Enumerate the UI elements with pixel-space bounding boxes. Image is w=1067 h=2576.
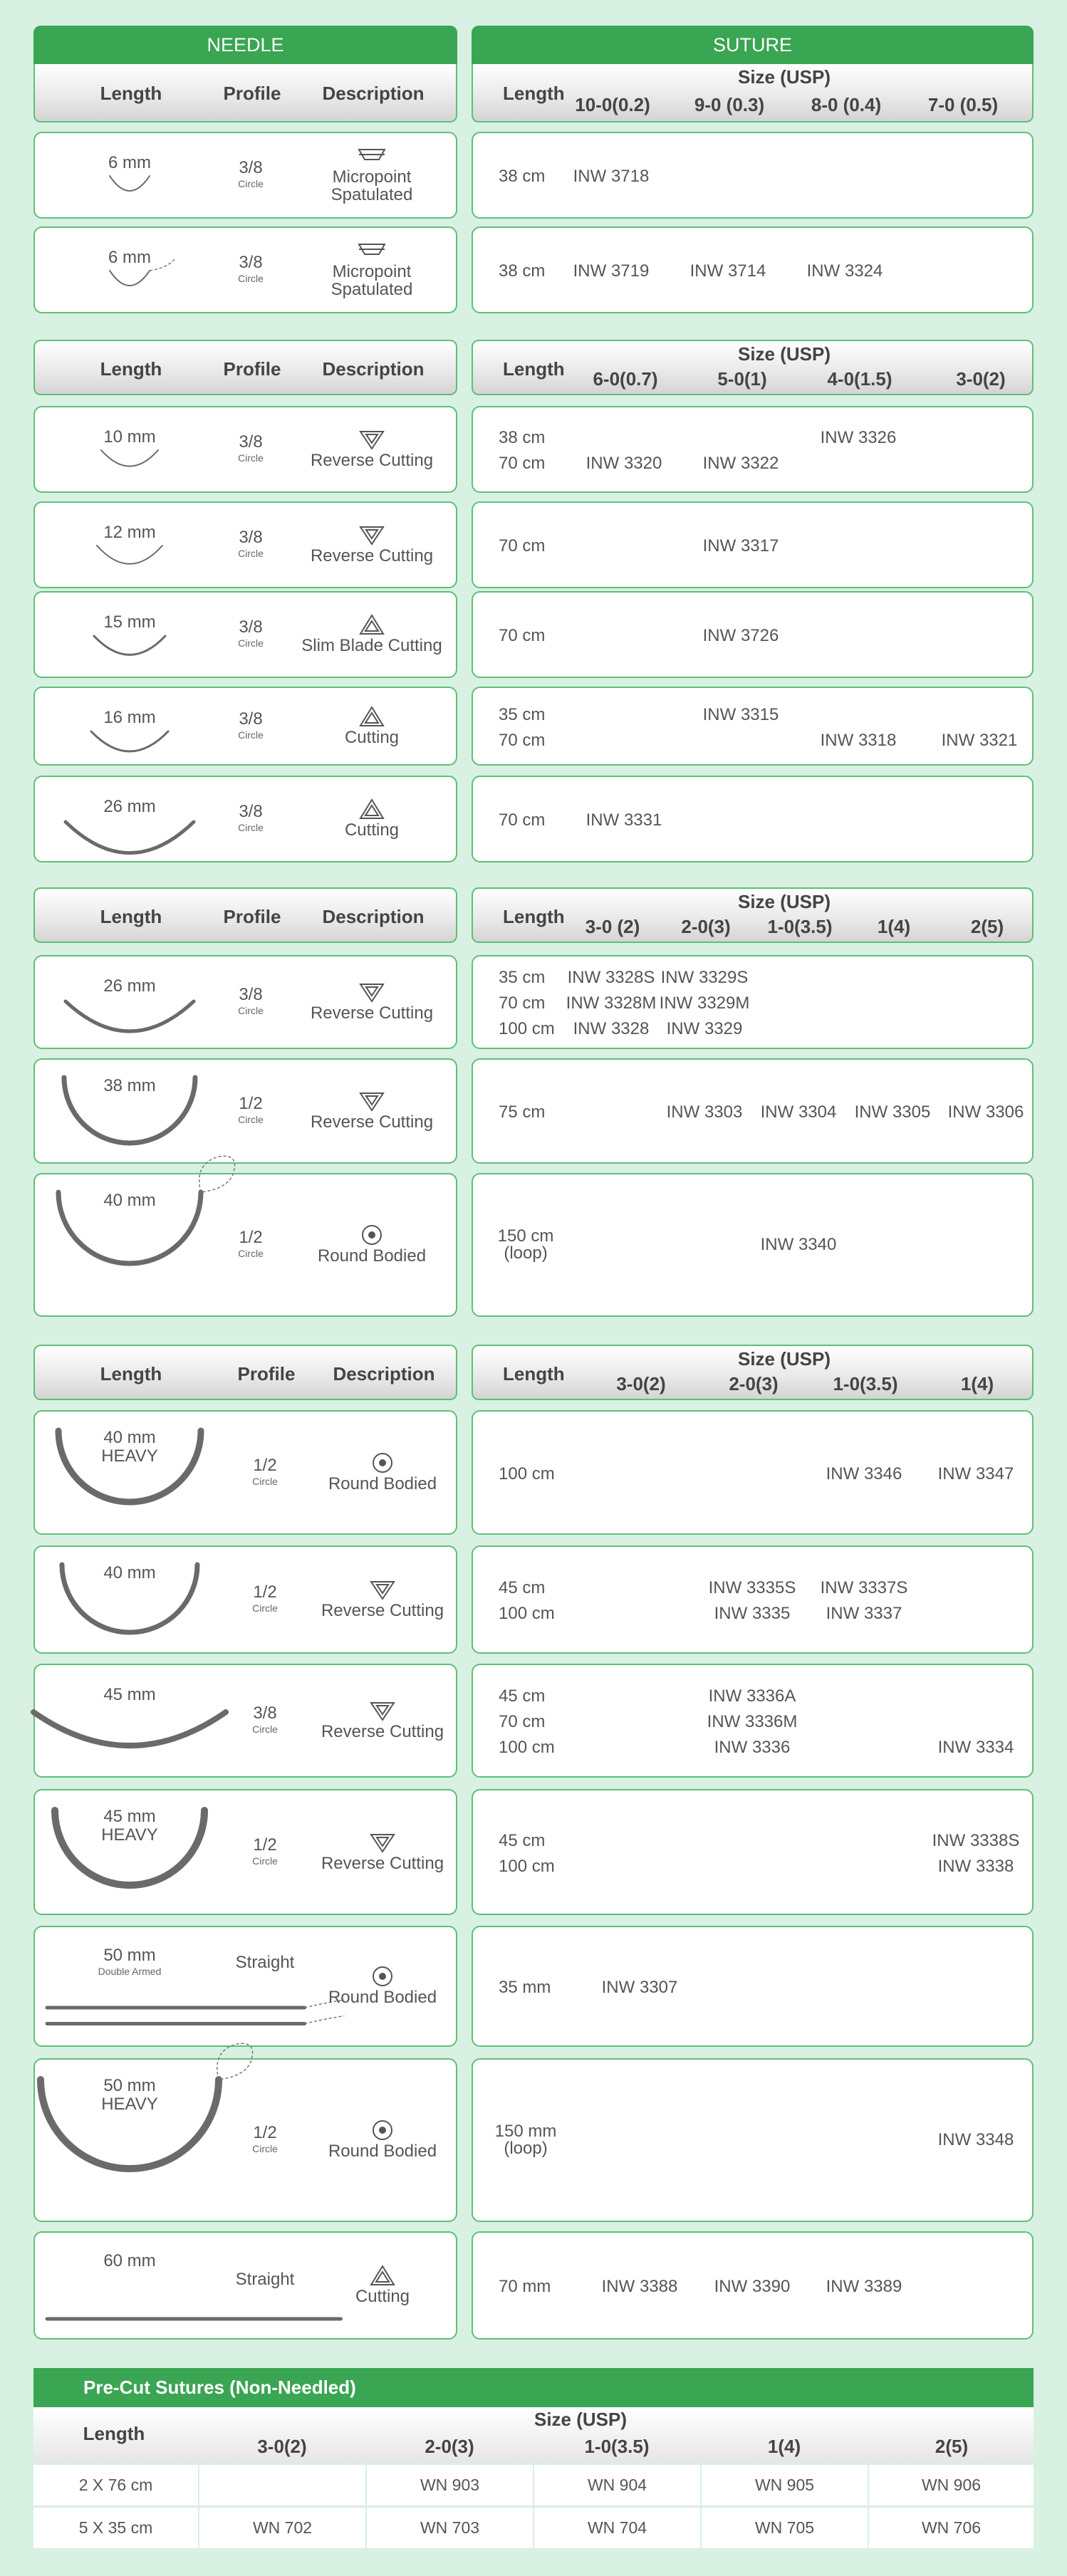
- needle-profile: 3/8: [239, 985, 263, 1004]
- needle-drawing: [30, 1705, 229, 1755]
- needle-profile: Straight: [235, 1953, 295, 1972]
- needle-description: Micropoint: [332, 262, 412, 281]
- needle-description: Round Bodied: [328, 2142, 437, 2161]
- suture-code: INW 3329: [666, 1019, 743, 1038]
- needle-column-header: [33, 887, 457, 943]
- needle-length: 12 mm: [103, 523, 156, 542]
- needle-description: Reverse Cutting: [321, 1722, 444, 1741]
- needle-drawing: [26, 2071, 233, 2171]
- needle-profile-sub: Circle: [252, 1855, 278, 1867]
- suture-code: INW 3324: [806, 261, 883, 281]
- size-usp-label: Size (USP): [737, 66, 831, 88]
- suture-code: INW 3331: [585, 810, 662, 830]
- suture-length: 35 cm: [499, 704, 546, 724]
- needle-description: Cutting: [344, 727, 400, 747]
- needle-length: 16 mm: [103, 708, 156, 727]
- size-column-label: 9-0 (0.3): [694, 94, 765, 115]
- suture-length: 70 cm: [499, 994, 546, 1013]
- precut-code-cell: WN 702: [199, 2508, 365, 2548]
- cutting-icon: [356, 797, 387, 821]
- needle-length: 26 mm: [103, 797, 156, 816]
- suture-row-box: [472, 687, 1034, 766]
- needle-profile-sub: Circle: [238, 1005, 264, 1016]
- needle-drawing: [94, 543, 165, 568]
- needle-column-header: [33, 64, 457, 122]
- needle-drawing: [51, 1558, 208, 1629]
- needle-profile: 3/8: [253, 1704, 277, 1723]
- suture-length: 70 cm: [499, 536, 546, 556]
- needle-length: 45 mm: [103, 1685, 156, 1704]
- size-column-label: 1-0(3.5): [767, 916, 833, 937]
- size-column-label: 1(4): [877, 916, 911, 937]
- precut-code-cell: WN 905: [702, 2465, 868, 2505]
- suture-row-box: [472, 776, 1034, 862]
- needle-drawing: [44, 2306, 393, 2327]
- reverse-cutting-icon: [367, 1830, 398, 1855]
- needle-profile: 3/8: [239, 253, 263, 272]
- suture-row-box: [472, 955, 1034, 1049]
- suture-length: 45 cm: [499, 1686, 546, 1706]
- suture-code: INW 3390: [714, 2277, 791, 2296]
- size-column-label: 8-0 (0.4): [811, 94, 882, 115]
- size-column-label: 5-0(1): [717, 368, 767, 390]
- needle-drawing: [51, 1423, 208, 1498]
- length-column-label: Length: [100, 906, 162, 927]
- suture-row-box: [472, 1545, 1034, 1654]
- needle-profile: 1/2: [253, 2123, 277, 2142]
- needle-drawing: [58, 1071, 201, 1142]
- precut-size-label: Size (USP): [534, 2409, 628, 2430]
- needle-profile: 1/2: [239, 1094, 263, 1113]
- suture-code: INW 3307: [601, 1978, 678, 1997]
- needle-length: 40 mm: [103, 1563, 156, 1582]
- suture-length: 100 cm: [499, 1738, 555, 1757]
- precut-code-cell: [199, 2465, 365, 2505]
- needle-description: Reverse Cutting: [310, 1003, 434, 1023]
- needle-length: 6 mm: [108, 153, 151, 172]
- suture-code: INW 3320: [585, 454, 662, 473]
- needle-profile: 3/8: [239, 158, 263, 177]
- precut-code-cell: WN 704: [534, 2508, 700, 2548]
- reverse-cutting-icon: [356, 523, 387, 547]
- size-column-label: 7-0 (0.5): [927, 94, 999, 115]
- suture-code: INW 3726: [702, 626, 779, 645]
- size-column-label: 10-0(0.2): [575, 94, 650, 115]
- needle-profile: 1/2: [253, 1835, 277, 1855]
- suture-length: 100 cm: [499, 1604, 555, 1623]
- suture-code: INW 3318: [820, 730, 897, 750]
- suture-column-header: [472, 1345, 1034, 1400]
- suture-code: INW 3714: [689, 261, 766, 281]
- needle-profile-sub: Circle: [252, 1602, 278, 1614]
- size-column-label: 3-0(2): [956, 368, 1006, 390]
- round-bodied-icon: [367, 2118, 398, 2142]
- needle-description: Reverse Cutting: [310, 546, 434, 565]
- precut-title-bar: Pre-Cut Sutures (Non-Needled): [33, 2368, 1034, 2407]
- suture-code: INW 3305: [854, 1102, 931, 1122]
- precut-length-label: Length: [83, 2423, 145, 2444]
- precut-code-cell: WN 904: [534, 2465, 700, 2505]
- suture-code: INW 3340: [760, 1235, 837, 1254]
- needle-drawing: [44, 1997, 350, 2033]
- description-column-label: Description: [322, 358, 425, 380]
- needle-profile: Straight: [235, 2270, 295, 2289]
- needle-note: Double Armed: [98, 1966, 162, 1977]
- suture-length: 70 mm: [499, 2277, 551, 2296]
- round-bodied-icon: [356, 1223, 387, 1247]
- precut-size-column-label: 2-0(3): [425, 2436, 474, 2457]
- suture-length: 35 mm: [499, 1978, 551, 1997]
- size-column-label: 1-0(3.5): [833, 1373, 898, 1394]
- needle-profile-sub: Circle: [238, 822, 264, 833]
- needle-description: Slim Blade Cutting: [301, 636, 442, 655]
- needle-description: Reverse Cutting: [321, 1853, 444, 1873]
- description-column-label: Description: [322, 83, 425, 104]
- cutting-icon: [356, 704, 387, 729]
- suture-length: 70 cm: [499, 626, 546, 645]
- size-column-label: 1(4): [960, 1373, 994, 1394]
- suture-length: 38 cm: [499, 167, 546, 186]
- needle-column-header: [33, 340, 457, 395]
- needle-length: 40 mm: [103, 1191, 156, 1210]
- suture-length: (loop): [504, 2139, 548, 2158]
- suture-code: INW 3317: [702, 536, 779, 556]
- suture-code: INW 3347: [937, 1464, 1014, 1483]
- suture-code: INW 3315: [702, 704, 779, 724]
- reverse-cutting-icon: [356, 427, 387, 452]
- needle-description: Reverse Cutting: [310, 451, 434, 470]
- cutting-icon: [367, 2263, 398, 2288]
- needle-drawing: [62, 817, 197, 861]
- needle-profile-sub: Circle: [238, 1248, 264, 1259]
- suture-code: INW 3329S: [660, 968, 749, 987]
- suture-length: 100 cm: [499, 1856, 555, 1876]
- size-column-label: 2-0(3): [681, 916, 731, 937]
- needle-length: 26 mm: [103, 976, 156, 996]
- needle-description: Round Bodied: [328, 1988, 437, 2007]
- needle-length: 15 mm: [103, 612, 156, 632]
- suture-length: 150 cm: [497, 1226, 554, 1246]
- precut-length-cell: 2 X 76 cm: [33, 2465, 198, 2505]
- size-column-label: 2(5): [970, 916, 1004, 937]
- size-usp-label: Size (USP): [737, 891, 831, 912]
- needle-drawing: [37, 1186, 222, 1278]
- needle-length: 10 mm: [103, 427, 156, 447]
- precut-size-column-label: 1(4): [767, 2436, 801, 2457]
- suture-code: INW 3336M: [707, 1712, 798, 1731]
- profile-column-label: Profile: [237, 1363, 296, 1385]
- suture-length: 38 cm: [499, 428, 546, 447]
- suture-code: INW 3304: [760, 1102, 837, 1122]
- needle-profile: 3/8: [239, 617, 263, 637]
- needle-note: HEAVY: [101, 2095, 158, 2114]
- description-column-label: Description: [322, 906, 425, 927]
- round-bodied-icon: [367, 1964, 398, 1988]
- needle-profile-sub: Circle: [238, 273, 264, 284]
- suture-code: INW 3321: [941, 730, 1018, 750]
- suture-row-box: [472, 1926, 1034, 2047]
- precut-header: [33, 2407, 1034, 2463]
- suture-length-column-label: Length: [503, 83, 565, 104]
- suture-code: INW 3326: [820, 428, 897, 447]
- suture-length: 100 cm: [499, 1464, 555, 1483]
- suture-code: INW 3348: [937, 2130, 1014, 2149]
- needle-description: Spatulated: [330, 280, 413, 299]
- suture-code: INW 3328M: [566, 994, 657, 1013]
- needle-profile-sub: Circle: [252, 2143, 278, 2154]
- size-column-label: 2-0(3): [729, 1373, 779, 1394]
- profile-column-label: Profile: [223, 358, 281, 380]
- profile-column-label: Profile: [223, 83, 281, 104]
- length-column-label: Length: [100, 358, 162, 380]
- size-column-label: 4-0(1.5): [827, 368, 892, 390]
- precut-size-column-label: 1-0(3.5): [584, 2436, 650, 2457]
- needle-description: Cutting: [344, 820, 400, 840]
- precut-code-cell: WN 705: [702, 2508, 868, 2548]
- needle-drawing: [101, 268, 158, 289]
- suture-code: INW 3334: [937, 1738, 1014, 1757]
- needle-description: Round Bodied: [317, 1246, 427, 1266]
- suture-code: INW 3336A: [708, 1686, 796, 1706]
- needle-profile-sub: Circle: [252, 1724, 278, 1735]
- length-column-label: Length: [100, 83, 162, 104]
- precut-code-cell: WN 703: [367, 2508, 533, 2548]
- needle-drawing: [48, 1802, 212, 1884]
- suture-code: INW 3328: [573, 1019, 650, 1038]
- size-column-label: 6-0(0.7): [593, 368, 658, 390]
- needle-note: HEAVY: [101, 1446, 158, 1466]
- needle-profile: 3/8: [239, 709, 263, 729]
- suture-length: 70 cm: [499, 454, 546, 473]
- needle-drawing: [87, 728, 172, 756]
- suture-length: (loop): [504, 1243, 548, 1263]
- suture-length-column-label: Length: [503, 1363, 565, 1385]
- suture-length-column-label: Length: [503, 358, 565, 380]
- length-column-label: Length: [100, 1363, 162, 1385]
- suture-code: INW 3346: [826, 1464, 902, 1483]
- suture-length: 100 cm: [499, 1019, 555, 1038]
- suture-code: INW 3718: [573, 167, 650, 186]
- suture-code: INW 3389: [826, 2277, 902, 2296]
- needle-description: Reverse Cutting: [310, 1112, 434, 1132]
- suture-length: 75 cm: [499, 1102, 546, 1122]
- reverse-cutting-icon: [356, 980, 387, 1004]
- suture-length: 38 cm: [499, 261, 546, 281]
- suture-code: INW 3388: [601, 2277, 678, 2296]
- suture-length: 70 cm: [499, 810, 546, 830]
- needle-header-bar: NEEDLE: [33, 26, 457, 65]
- precut-size-column-label: 3-0(2): [257, 2436, 307, 2457]
- suture-length: 45 cm: [499, 1830, 546, 1850]
- reverse-cutting-icon: [367, 1699, 398, 1723]
- suture-length: 70 cm: [499, 1712, 546, 1731]
- reverse-cutting-icon: [356, 1089, 387, 1113]
- needle-profile: 3/8: [239, 432, 263, 452]
- needle-drawing: [62, 996, 197, 1039]
- suture-code: INW 3329M: [659, 994, 750, 1013]
- suture-code: INW 3338S: [932, 1830, 1020, 1850]
- size-usp-label: Size (USP): [737, 343, 831, 365]
- needle-profile-sub: Circle: [238, 729, 264, 741]
- suture-length: 70 cm: [499, 730, 546, 750]
- suture-code: INW 3328S: [567, 968, 655, 987]
- precut-code-cell: WN 906: [869, 2465, 1034, 2505]
- needle-profile: 3/8: [239, 528, 263, 547]
- suture-code: INW 3336: [714, 1738, 791, 1757]
- needle-profile-sub: Circle: [238, 452, 264, 464]
- round-bodied-icon: [367, 1451, 398, 1475]
- suture-code: INW 3337S: [820, 1578, 908, 1597]
- suture-code: INW 3306: [947, 1102, 1024, 1122]
- needle-profile: 1/2: [239, 1228, 263, 1247]
- needle-description: Round Bodied: [328, 1474, 437, 1493]
- size-column-label: 3-0(2): [616, 1373, 666, 1394]
- needle-profile-sub: Circle: [252, 1475, 278, 1487]
- needle-profile: 1/2: [253, 1455, 277, 1475]
- precut-size-column-label: 2(5): [935, 2436, 969, 2457]
- cutting-icon: [356, 612, 387, 637]
- precut-code-cell: WN 903: [367, 2465, 533, 2505]
- needle-length: 45 mm: [103, 1807, 156, 1826]
- precut-code-cell: WN 706: [869, 2508, 1034, 2548]
- needle-profile-sub: Circle: [238, 1114, 264, 1125]
- suture-row-box: [472, 132, 1034, 219]
- description-column-label: Description: [333, 1363, 435, 1385]
- precut-length-cell: 5 X 35 cm: [33, 2508, 198, 2548]
- needle-length: 38 mm: [103, 1076, 156, 1095]
- needle-length: 50 mm: [103, 2076, 156, 2095]
- suture-code: INW 3338: [937, 1856, 1014, 1876]
- suture-length: 150 mm: [494, 2122, 557, 2141]
- suture-header-bar: SUTURE: [472, 26, 1034, 65]
- needle-drawing: [98, 447, 162, 470]
- suture-code: INW 3335: [714, 1604, 791, 1623]
- needle-profile: 3/8: [239, 802, 263, 821]
- needle-length: 50 mm: [103, 1946, 156, 1965]
- needle-description: Spatulated: [330, 185, 413, 204]
- needle-profile-sub: Circle: [238, 178, 264, 189]
- needle-description: Micropoint: [332, 167, 412, 187]
- needle-profile: 1/2: [253, 1582, 277, 1602]
- suture-column-header: [472, 64, 1034, 122]
- suture-code: INW 3322: [702, 454, 779, 473]
- needle-drawing: [101, 173, 158, 194]
- suture-code: INW 3719: [573, 261, 650, 281]
- size-usp-label: Size (USP): [737, 1348, 831, 1370]
- needle-profile-sub: Circle: [238, 548, 264, 559]
- suture-column-header: [472, 887, 1034, 943]
- profile-column-label: Profile: [223, 906, 281, 927]
- suture-row-box: [472, 406, 1034, 493]
- suture-row-box: [472, 1789, 1034, 1915]
- needle-description: Reverse Cutting: [321, 1601, 444, 1620]
- suture-code: INW 3335S: [708, 1578, 796, 1597]
- suture-code: INW 3303: [666, 1102, 743, 1122]
- suture-length: 45 cm: [499, 1578, 546, 1597]
- needle-drawing: [90, 632, 169, 659]
- suture-column-header: [472, 340, 1034, 395]
- spatulated-icon: [356, 239, 387, 263]
- needle-note: HEAVY: [101, 1825, 158, 1845]
- needle-length: 60 mm: [103, 2251, 156, 2270]
- needle-length: 6 mm: [108, 248, 151, 267]
- suture-row-box: [472, 1173, 1034, 1317]
- needle-column-header: [33, 1345, 457, 1400]
- suture-length: 35 cm: [499, 968, 546, 987]
- suture-code: INW 3337: [826, 1604, 902, 1623]
- reverse-cutting-icon: [367, 1578, 398, 1602]
- suture-length-column-label: Length: [503, 906, 565, 927]
- spatulated-icon: [356, 144, 387, 168]
- needle-profile-sub: Circle: [238, 637, 264, 649]
- size-column-label: 3-0 (2): [585, 916, 640, 937]
- needle-description: Cutting: [355, 2287, 410, 2306]
- needle-length: 40 mm: [103, 1428, 156, 1447]
